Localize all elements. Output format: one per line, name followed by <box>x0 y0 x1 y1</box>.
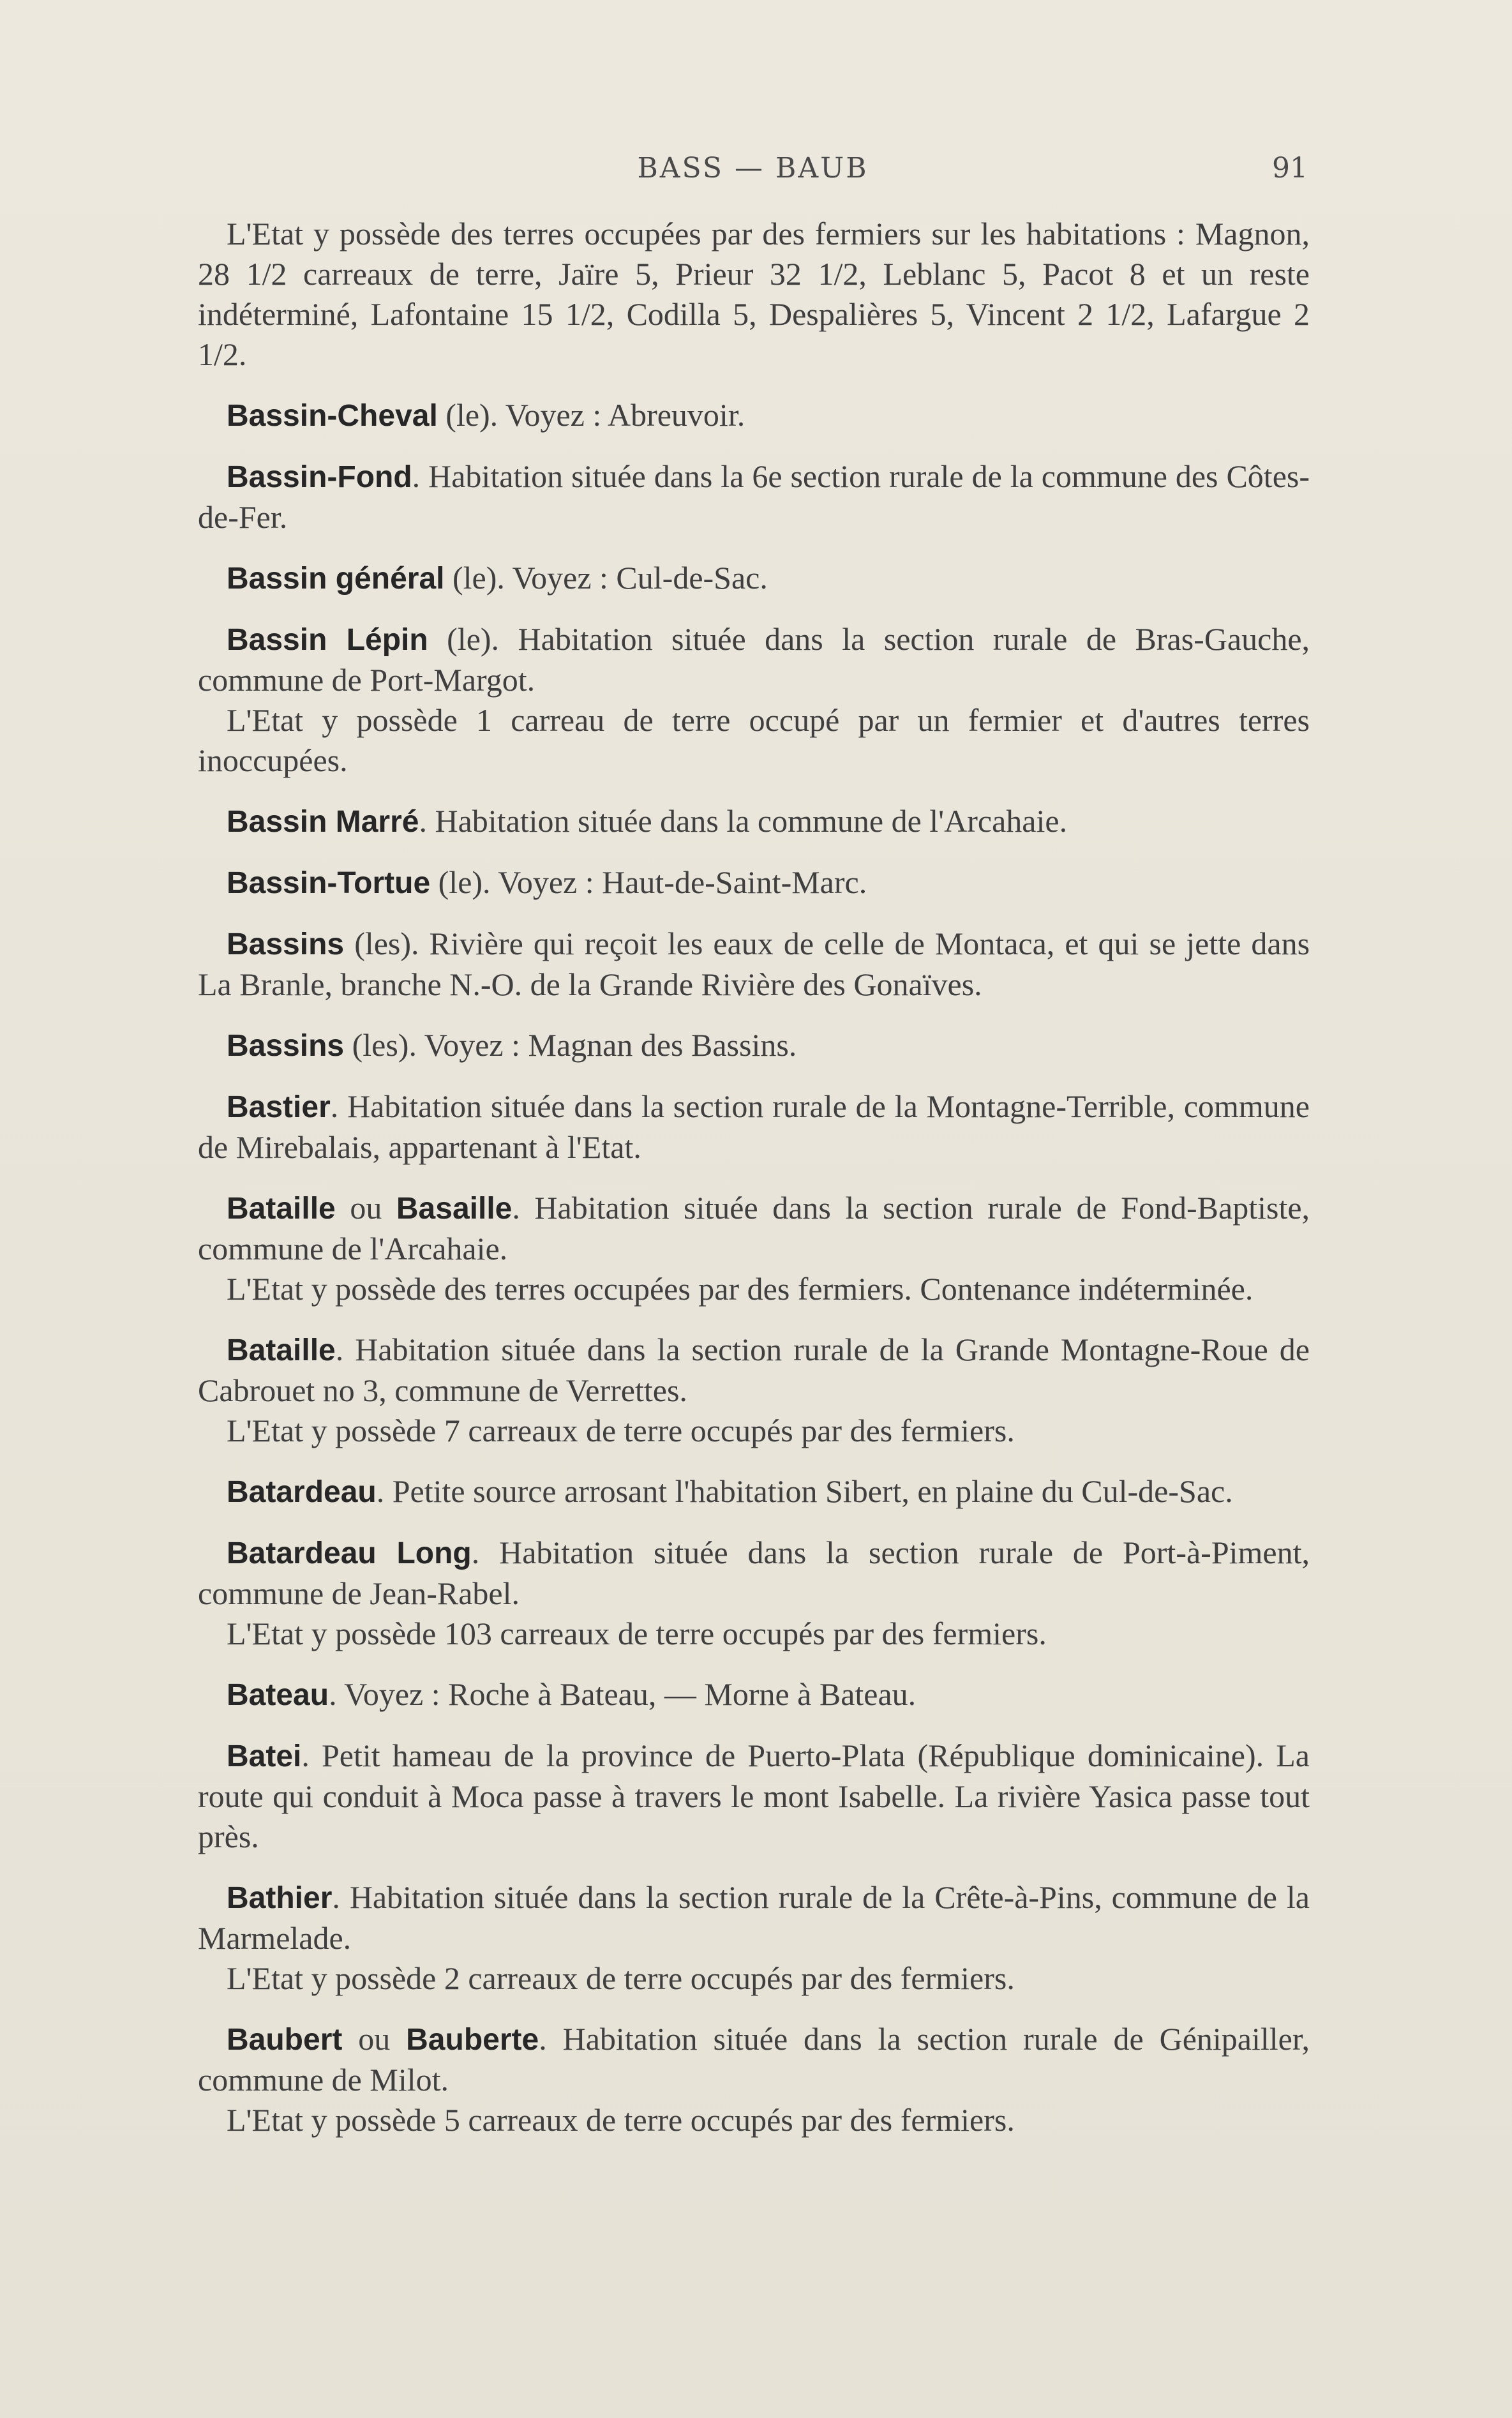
entry-text: Habitation située dans la section rurale de Génipailler, commune de Milot. <box>198 2021 1310 2098</box>
entry-headword: Bataille <box>227 1333 336 1367</box>
entry-headword-suffix: (le). <box>428 621 500 657</box>
entry-text: L'Etat y possède 5 carreaux de terre occupés par des fermiers. <box>227 2102 1015 2138</box>
entry-headword: Bassin Marré <box>227 805 419 839</box>
entry-headword: Batardeau <box>227 1475 377 1509</box>
entry-headword: Bassin Lépin <box>227 623 428 657</box>
entry-headword-variant: Basaille <box>396 1192 513 1226</box>
entry-text: Habitation située dans la section rurale de la Grande Montagne-Roue de Cabrouet no 3, commune de Verrettes. <box>198 1332 1310 1408</box>
entry-text: Habitation située dans la section rurale de Bras-Gauche, commune de Port-Margot. <box>198 621 1310 698</box>
entry-headword-connector: ou <box>342 2021 407 2057</box>
entry-headword-connector: ou <box>335 1190 396 1226</box>
entry-headword: Bataille <box>227 1192 336 1226</box>
entry-batei <box>198 1736 1310 1857</box>
entry-text: Voyez : Haut-de-Saint-Marc. <box>498 864 867 900</box>
entry-text: Habitation située dans la commune de l'Arcahaie. <box>435 803 1068 839</box>
entry-headword-variant: Bauberte <box>406 2023 539 2057</box>
entry-headword: Bathier <box>227 1881 333 1915</box>
entry-batardeau <box>198 1471 1310 1512</box>
entry-baubert <box>198 2019 1310 2140</box>
entry-bateau <box>198 1674 1310 1715</box>
entry-text: L'Etat y possède 103 carreaux de terre occupés par des fermiers. <box>227 1616 1047 1651</box>
entry-headword-suffix: (le). <box>430 864 491 900</box>
entry-headword-suffix: . <box>512 1190 520 1226</box>
entry-text: Petite source arrosant l'habitation Sibert, en plaine du Cul-de-Sac. <box>392 1473 1233 1509</box>
entry-headword-suffix: (les). <box>344 1027 417 1063</box>
entry-headword: Bassin-Tortue <box>227 866 431 900</box>
entry-headword-suffix: . <box>301 1738 310 1773</box>
entry-bassins-riviere <box>198 924 1310 1005</box>
entry-headword: Bateau <box>227 1678 329 1712</box>
entry-headword-suffix: . <box>329 1676 337 1712</box>
entry-headword: Bastier <box>227 1090 331 1124</box>
entry-bassin-marre <box>198 801 1310 842</box>
entry-headword: Bassin-Cheval <box>227 399 438 433</box>
entry-text: Voyez : Abreuvoir. <box>505 397 745 433</box>
entry-headword-suffix: (le). <box>444 560 505 596</box>
entry-bataille-basaille <box>198 1188 1310 1309</box>
entry-headword: Batei <box>227 1739 302 1773</box>
entry-headword: Bassins <box>227 1029 345 1063</box>
entry-bathier <box>198 1877 1310 1999</box>
page-header <box>198 152 1308 197</box>
entry-text: Petit hameau de la province de Puerto-Plata (République dominicaine). La route qui conduit à Moca passe à travers le mont Isabelle. La rivière Yasica passe tout près. <box>198 1738 1310 1854</box>
entry-headword-suffix: . <box>539 2021 547 2057</box>
entry-text: Habitation située dans la 6e section rurale de la commune des Côtes-de-Fer. <box>198 458 1310 535</box>
running-head: BASS — BAUB <box>637 152 869 184</box>
entry-text: Voyez : Magnan des Bassins. <box>424 1027 797 1063</box>
entry-bassin-fond <box>198 456 1310 537</box>
entry-batardeau-long <box>198 1533 1310 1654</box>
entry-text: Habitation située dans la section rurale de Port-à-Piment, commune de Jean-Rabel. <box>198 1535 1310 1611</box>
entry-headword-suffix: . <box>335 1332 344 1367</box>
entry-headword: Bassin général <box>227 562 445 596</box>
entry-text: L'Etat y possède 7 carreaux de terre occupés par des fermiers. <box>227 1413 1015 1448</box>
entry-text: Rivière qui reçoit les eaux de celle de Montaca, et qui se jette dans La Branle, branche N.-O. de la Grande Rivière des Gonaïves. <box>198 926 1310 1002</box>
entry-bassin-tortue <box>198 862 1310 903</box>
entry-headword: Baubert <box>227 2023 343 2057</box>
entry-text: L'Etat y possède 1 carreau de terre occupé par un fermier et d'autres terres inoccupées. <box>198 702 1310 778</box>
dictionary-entries <box>198 214 1310 2161</box>
entry-text: Voyez : Roche à Bateau, — Morne à Bateau. <box>344 1676 917 1712</box>
entry-headword-suffix: . <box>471 1535 480 1570</box>
entry-bassin-lepin <box>198 619 1310 781</box>
entry-continuation <box>198 214 1310 375</box>
entry-text: Habitation située dans la section rurale de la Crête-à-Pins, commune de la Marmelade. <box>198 1879 1310 1956</box>
entry-headword-suffix: (le). <box>437 397 498 433</box>
entry-headword: Bassins <box>227 927 345 961</box>
entry-bataille <box>198 1330 1310 1451</box>
entry-text: L'Etat y possède 2 carreaux de terre occupés par des fermiers. <box>227 1960 1015 1996</box>
entry-headword-suffix: . <box>330 1088 339 1124</box>
page-number: 91 <box>1272 152 1308 184</box>
entry-text: L'Etat y possède des terres occupées par des fermiers sur les habitations : Magnon, 28 1/2 carreaux de terre, Jaïre 5, Prieur 32 1/2, Leblanc 5, Pacot 8 et un reste indéterminé, Lafontaine 15 1/2, Codilla 5, Despalières 5, Vincent 2 1/2, Lafargue 2 1/2. <box>198 216 1310 372</box>
entry-headword-suffix: . <box>376 1473 385 1509</box>
entry-text: Habitation située dans la section rurale de la Montagne-Terrible, commune de Mirebalais, appartenant à l'Etat. <box>198 1088 1310 1165</box>
entry-bassin-cheval <box>198 395 1310 436</box>
entry-headword-suffix: . <box>332 1879 340 1915</box>
entry-text: L'Etat y possède des terres occupées par des fermiers. Contenance indéterminée. <box>227 1271 1254 1307</box>
entry-headword: Bassin-Fond <box>227 460 412 494</box>
entry-headword-suffix: . <box>419 803 427 839</box>
entry-bassins-voyez <box>198 1025 1310 1066</box>
entry-text: Voyez : Cul-de-Sac. <box>512 560 768 596</box>
entry-headword-suffix: (les). <box>344 926 419 961</box>
entry-text: Habitation située dans la section rurale de Fond-Baptiste, commune de l'Arcahaie. <box>198 1190 1310 1266</box>
entry-headword: Batardeau Long <box>227 1536 472 1570</box>
entry-bassin-general <box>198 558 1310 599</box>
entry-bastier <box>198 1086 1310 1168</box>
entry-headword-suffix: . <box>412 458 421 494</box>
